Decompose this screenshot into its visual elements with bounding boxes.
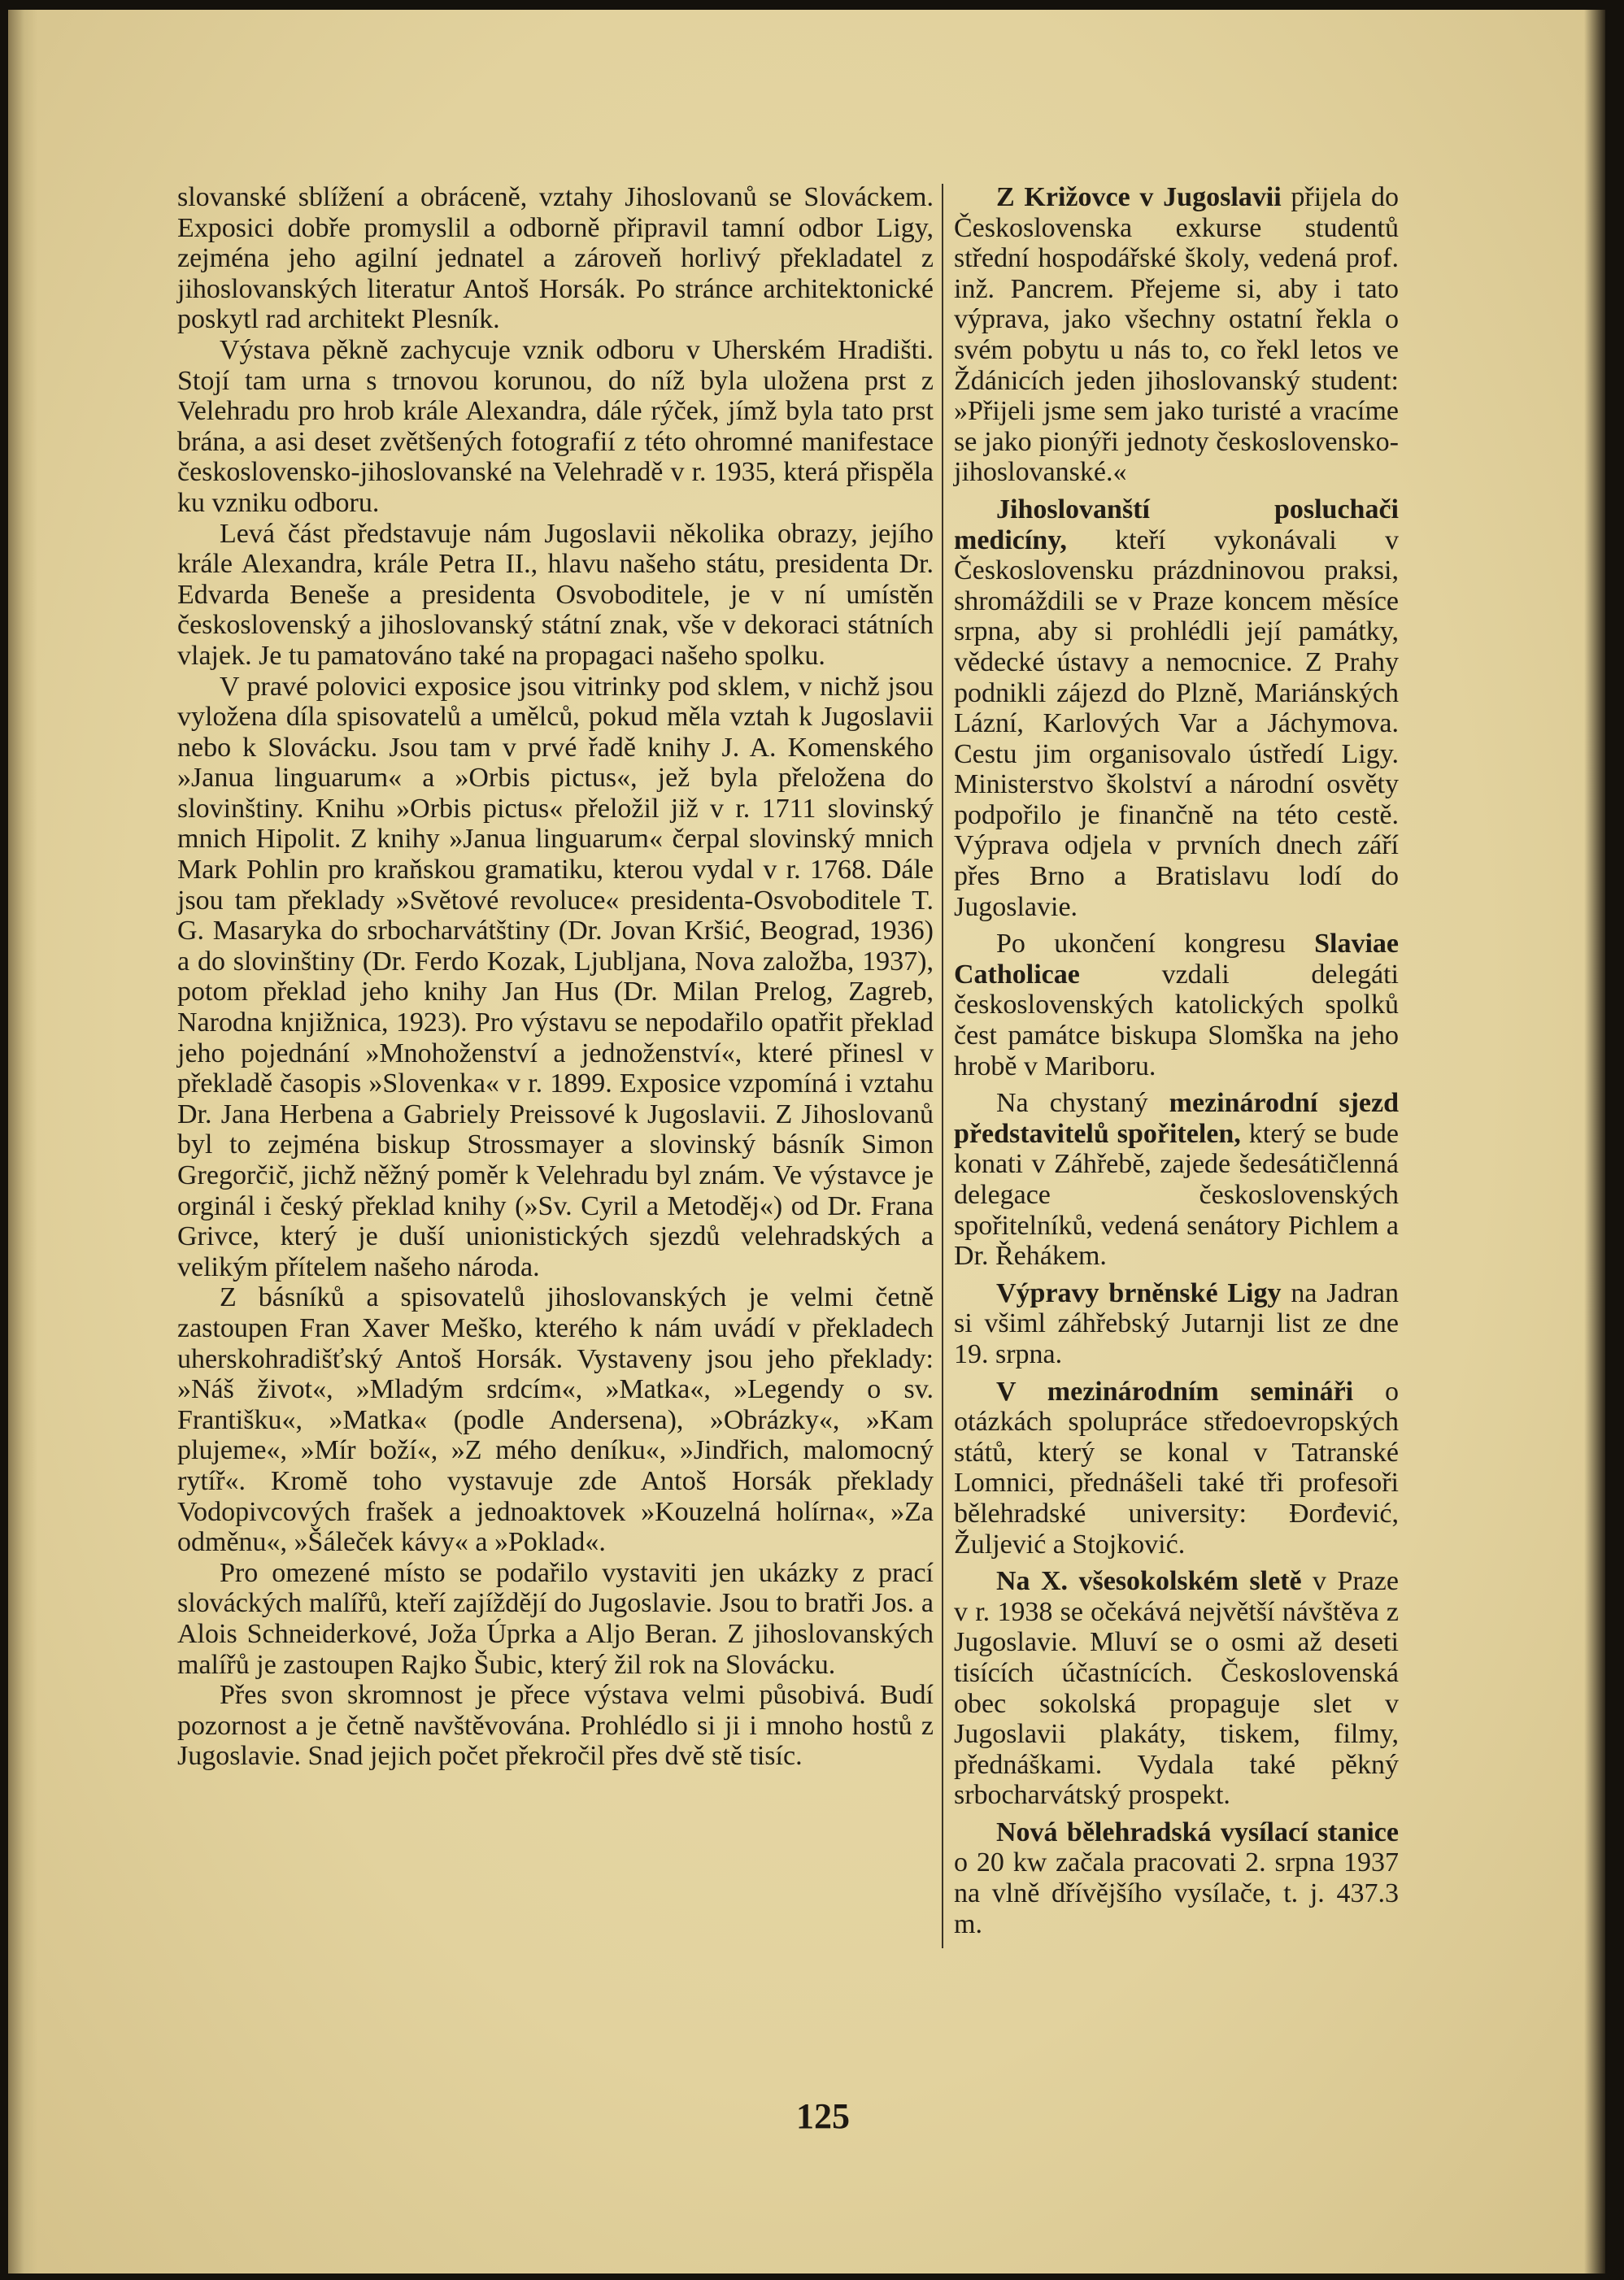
news-item-heading: Jihoslovanští posluchači medicíny, (954, 494, 1399, 555)
book-page (8, 10, 1605, 2273)
paragraph: Pro omezené místo se podařilo vystaviti jen ukázky z prací slováckých malířů, kteří zajíždějí do Jugoslavie. Jsou to bratři Jos. a Alois Schneiderkové, Joža Úprka a Aljo Beran. Z jihoslovanských malířů je zastoupen Rajko Šubic, který žil rok na Slovácku. (177, 1557, 934, 1680)
paragraph: Levá část představuje nám Jugoslavii několika obrazy, jejího krále Alexandra, krále Petra II., hlavu našeho státu, presidenta Dr. Edvarda Beneše a presidenta Osvoboditele, je v ní umístěn československý a jihoslovanský státní znak, vše v dekoraci státních vlajek. Je tu pamatováno také na propagaci našeho spolku. (177, 518, 934, 671)
news-item-heading: Nová bělehradská vysílací stanice (996, 1817, 1399, 1847)
news-item-text: kteří vykonávali v Československu prázdninovou praksi, shromáždili se v Praze koncem měsíce srpna, aby si prohlédli její památky, vědecké ústavy a nemocnice. Z Prahy podnikli zájezd do Plzně, Mariánských Lázní, Karlových Var a Jáchymova. Cestu jim organisovalo ústředí Ligy. Ministerstvo školství a národní osvěty podpořilo je finančně na této cestě. Výprava odjela v prvních dnech září přes Brno a Bratislavu lodí do Jugoslavie. (954, 524, 1399, 922)
page-number: 125 (796, 2096, 850, 2136)
paragraph: Z básníků a spisovatelů jihoslovanských je velmi četně zastoupen Fran Xaver Meško, kterého k nám uvádí v překladech uherskohradišťský Antoš Horsák. Vystaveny jsou jeho překlady: »Náš život«, »Mladým srdcím«, »Matka«, »Legendy o sv. Františku«, »Matka« (podle Andersena), »Obrázky«, »Kam plujeme«, »Mír boží«, »Z mého deníku«, »Jindřich, malomocný rytíř«. Kromě toho vystavuje zde Antoš Horsák překlady Vodopivcových frašek a jednoaktovek »Kouzelná holírna«, »Za odměnu«, »Šáleček kávy« a »Poklad«. (177, 1282, 934, 1558)
paragraph: Výstava pěkně zachycuje vznik odboru v Uherském Hradišti. Stojí tam urna s trnovou korunou, do níž byla uložena prst z Velehradu pro hrob krále Alexandra, dále rýček, jímž byla tato prst brána, a asi deset zvětšených fotografií z této ohromné manifestace československo-jihoslovanské na Velehradě v r. 1935, která přispěla ku vzniku odboru. (177, 334, 934, 518)
news-item-prefix: Na chystaný (996, 1088, 1169, 1119)
news-item (954, 1278, 1399, 1370)
news-item-text: který se bude konati v Záhřebě, zajede šedesátičlenná delegace československých spořitelníků, vedená senátory Pichlem a Dr. Řehákem. (954, 1118, 1399, 1272)
news-item-text: o otázkách spolupráce středoevropských států, který se konal v Tatranské Lomnici, přednášeli také tři profesoři bělehradské university: Đorđević, Žuljević a Stojković. (954, 1376, 1400, 1560)
column-divider (942, 184, 943, 1948)
news-item-text: v Praze v r. 1938 se očekává největší návštěva z Jugoslavie. Mluví se o osmi až deseti tisících účastnících. Československá obec sokolská propaguje slet v Jugoslavii plakáty, tiskem, filmy, přednáškami. Vydala také pěkný srbocharvátský prospekt. (954, 1566, 1399, 1811)
news-item (954, 494, 1399, 922)
page-edge-shadow (1584, 10, 1605, 2273)
paragraph: V pravé polovici exposice jsou vitrinky pod sklem, v nichž jsou vyložena díla spisovatelů a umělců, pokud měla vztah k Jugoslavii nebo k Slovácku. Jsou tam v prvé řadě knihy J. A. Komenského »Janua linguarum« a »Orbis pictus«, jež byla přeložena do slovinštiny. Knihu »Orbis pictus« přeložil již v r. 1711 slovinský mnich Hipolit. Z knihy »Janua linguarum« čerpal slovinský mnich Mark Pohlin pro kraňskou gramatiku, kterou vydal v r. 1768. Dále jsou tam překlady »Světové revoluce« presidenta-Osvoboditele T. G. Masaryka do srbocharvátštiny (Dr. Jovan Kršić, Beograd, 1936) a do slovinštiny (Dr. Ferdo Kozak, Ljubljana, Nova založba, 1937), potom překlad jeho knihy Jan Hus (Dr. Milan Prelog, Zagreb, Narodna knjižnica, 1923). Pro výstavu se nepodařilo opatřit překlad jeho pojednání »Mnohoženství a jednoženství«, které přinesl v překladě časopis »Slovenka« v r. 1899. Exposice vzpomíná i vztahu Dr. Jana Herbena a Gabriely Preissové k Jugoslavii. Z Jihoslovanů byl to zejména biskup Strossmayer a slovinský básník Simon Gregorčič, jichž něžný poměr k Velehradu byl znám. Ve výstavce je orginál i český překlad knihy (»Sv. Cyril a Metoděj«) od Dr. Frana Grivce, který je duší unionistických sjezdů velehradských a velikým přítelem našeho národa. (177, 671, 934, 1282)
paragraph: slovanské sblížení a obráceně, vztahy Jihoslovanů se Slováckem. Exposici dobře promyslil a odborně připravil tamní odbor Ligy, zejména jeho agilní jednatel a zároveň horlivý překladatel z jihoslovanských literatur Antoš Horsák. Po stránce architektonické poskytl rad architekt Plesník. (177, 182, 934, 335)
news-item-text: vzdali delegáti československých katolických spolků čest památce biskupa Slomška na jeho hrobě v Mariboru. (954, 959, 1399, 1081)
news-item-heading: Výpravy brněnské Ligy (996, 1277, 1282, 1308)
paragraph: Přes svon skromnost je přece výstava velmi působivá. Budí pozornost a je četně navštěvována. Prohlédlo si ji i mnoho hostů z Jugoslavie. Snad jejich počet překročil přes dvě stě tisíc. (177, 1680, 934, 1772)
news-item-heading: Z Križovce v Jugoslavii (996, 182, 1282, 212)
page-binding-shadow (8, 10, 37, 2273)
news-item (954, 1817, 1399, 1939)
news-item (954, 1566, 1399, 1811)
left-column (177, 182, 934, 1772)
news-item (954, 1088, 1399, 1272)
news-item-heading: Na X. všesokolském sletě (996, 1566, 1302, 1597)
news-item-heading: V mezinárodním semináři (996, 1376, 1354, 1407)
right-column (954, 182, 1399, 1946)
news-item (954, 1377, 1399, 1560)
news-item-prefix: Po ukončení kongresu (996, 929, 1315, 959)
news-item (954, 182, 1399, 488)
news-item-heading: Slaviae Catholicae (954, 929, 1399, 990)
news-item-text: o 20 kw začala pracovati 2. srpna 1937 na vlně dřívějšího vysílače, t. j. 437.3 m. (954, 1847, 1399, 1939)
news-item-heading: mezinárodní sjezd představitelů spořitelen, (954, 1088, 1399, 1149)
news-item-text: přijela do Československa exkurse studentů střední hospodářské školy, vedená prof. inž. Pancrem. Přejeme si, aby i tato výprava, jako všechny ostatní řekla o svém pobytu u nás to, co řekl letos ve Ždánicích jeden jihoslovanský student: »Přijeli jsme sem jako turisté a vracíme se jako pionýři jednoty československo-jihoslovanské.« (954, 182, 1399, 488)
news-item-text: na Jadran si všiml záhřebský Jutarnji list ze dne 19. srpna. (954, 1277, 1399, 1369)
news-item (954, 929, 1399, 1081)
